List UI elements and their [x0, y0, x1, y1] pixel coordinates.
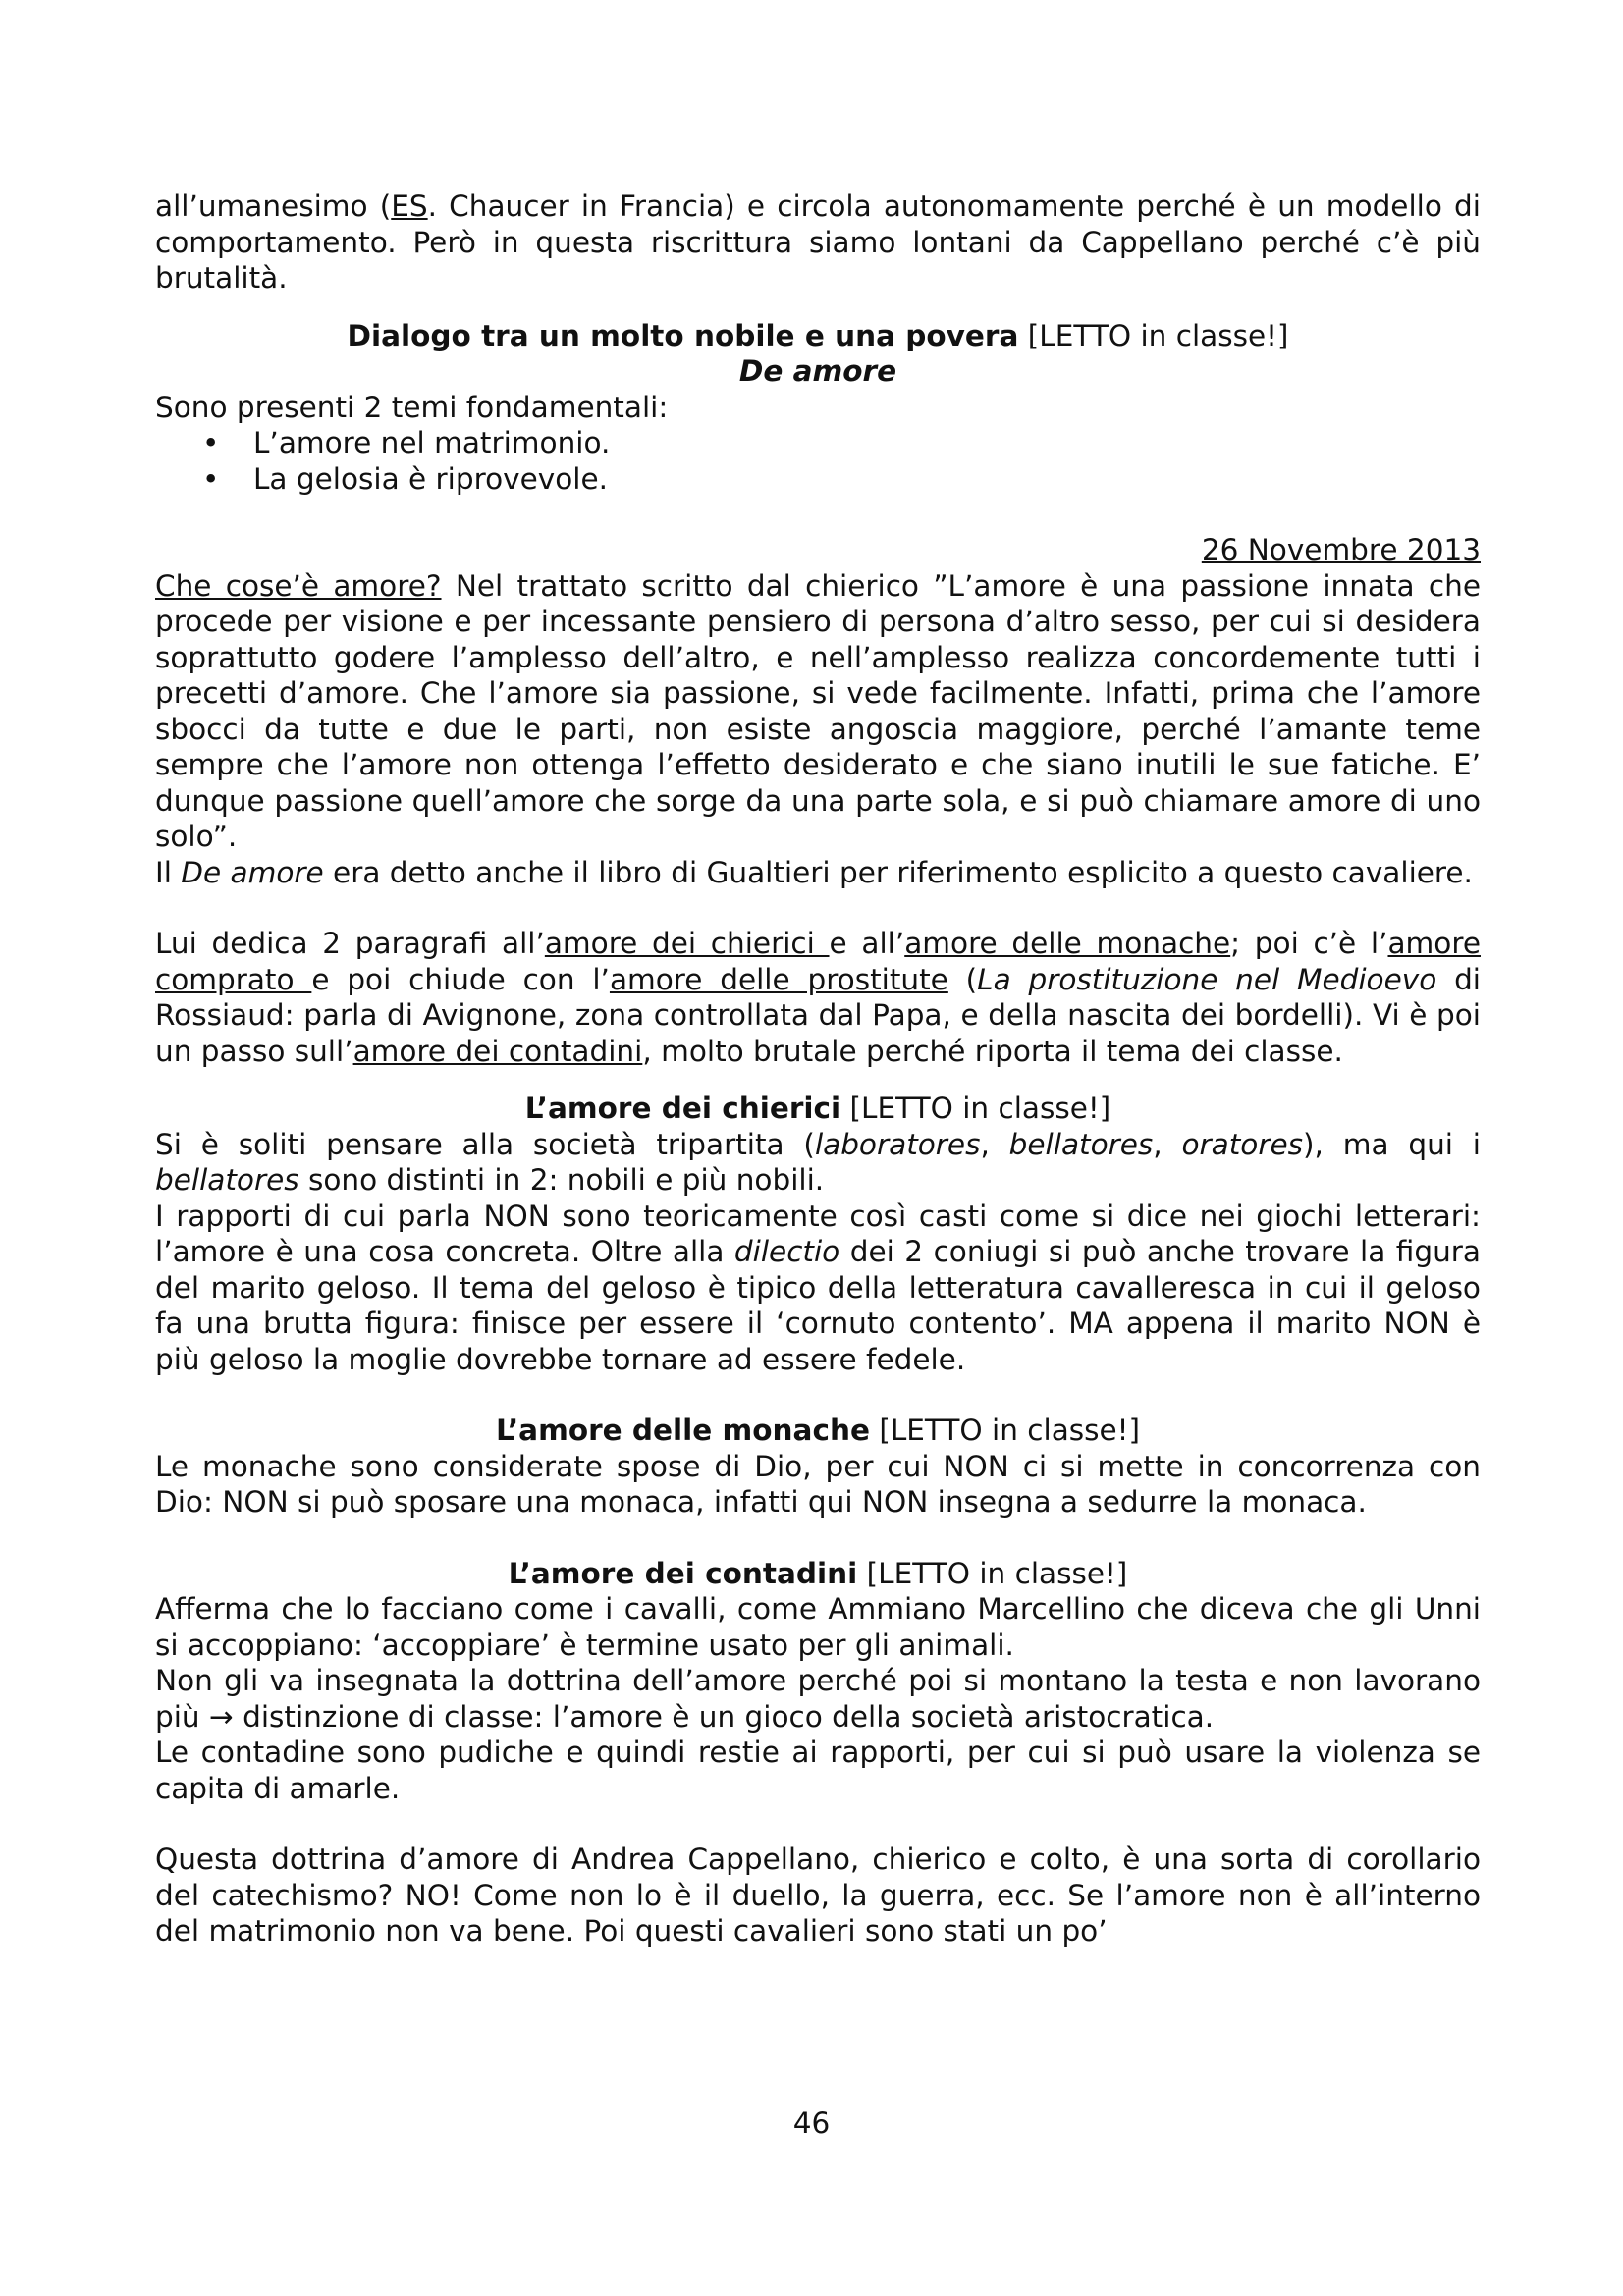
chierici-c1: , — [980, 1127, 1009, 1161]
intro-es: ES — [391, 189, 428, 223]
chierici-p2a: I rapporti di cui parla NON sono teoricamente così casti come si dice nei giochi letterari: l’amore è una cosa concreta. Oltre alla — [155, 1199, 1481, 1268]
dialogo-bullets — [155, 425, 1481, 497]
dialogo-note: [LETTO in classe!] — [1018, 318, 1289, 352]
chierici-heading — [155, 1091, 1481, 1127]
dedica-t5: ( — [947, 962, 978, 996]
dedica-u2: amore delle monache — [904, 927, 1231, 960]
document-page — [155, 188, 1481, 1949]
intro-text: all’umanesimo ( — [155, 189, 392, 223]
che-cose-question: Che cose’è amore? — [155, 568, 442, 603]
chierici-p2 — [155, 1199, 1481, 1378]
dedica-u5: amore dei contadini — [352, 1034, 643, 1068]
dialogo-heading — [155, 318, 1481, 354]
de-amore-il: Il — [155, 855, 182, 889]
term-laboratores: laboratores — [814, 1127, 981, 1161]
de-amore-text: era detto anche il libro di Gualtieri per riferimento esplicito a questo cavaliere. — [323, 855, 1473, 889]
dedica-u1: amore dei chierici — [544, 927, 830, 960]
contadini-title: L’amore dei contadini — [508, 1556, 858, 1590]
term-dilectio: dilectio — [733, 1235, 840, 1268]
lecture-date: 26 Novembre 2013 — [1201, 533, 1481, 566]
dedica-t1: Lui dedica 2 paragrafi all’ — [155, 927, 545, 960]
che-cose-text: Nel trattato scritto dal chierico ”L’amore è una passione innata che procede per visione e per incessante pensiero di persona d’altro sesso, per cui si desidera soprattutto godere l’amplesso dell’altro, e nell’amplesso realizza concordemente tutti i precetti d’amore. Che l’amore sia passione, si vede facilmente. Infatti, prima che l’amore sbocci da tutte e due le parti, non esiste angoscia maggiore, perché l’amante teme sempre che l’amore non ottenga l’effetto desiderato e che siano inutili le sue fatiche. E’ dunque passione quell’amore che sorge da una parte sola, e si può chiamare amore di uno solo”. — [155, 568, 1481, 853]
dedica-t6: di Rossiaud: parla di Avignone, zona controllata dal Papa, e della nascita dei bordelli). Vi è poi un passo sull’ — [155, 962, 1481, 1068]
contadini-heading — [155, 1556, 1481, 1592]
term-bellatores-2: bellatores — [155, 1163, 299, 1197]
dialogo-subtitle: De amore — [738, 354, 897, 388]
che-cose-paragraph — [155, 568, 1481, 855]
chierici-p1c: sono distinti in 2: nobili e più nobili. — [298, 1163, 825, 1197]
intro-text-rest: . Chaucer in Francia) e circola autonomamente perché è un modello di comportamento. Però in questa riscrittura siamo lontani da Cappellano perché c’è più brutalità. — [155, 189, 1481, 294]
monache-heading — [155, 1413, 1481, 1449]
dedica-t7: , molto brutale perché riporta il tema dei classe. — [642, 1034, 1343, 1068]
chierici-p1b: ), ma qui i — [1303, 1127, 1481, 1161]
monache-note: [LETTO in classe!] — [869, 1414, 1141, 1447]
de-amore-title: De amore — [181, 855, 324, 889]
chierici-note: [LETTO in classe!] — [840, 1092, 1111, 1125]
chierici-p1a: Si è soliti pensare alla società tripartita ( — [155, 1127, 815, 1161]
dedica-u4: amore delle prostitute — [609, 962, 948, 996]
dedica-t3: ; poi c’è l’ — [1230, 927, 1388, 960]
dialogo-title: Dialogo tra un molto nobile e una povera — [347, 318, 1019, 352]
list-item: • L’amore nel matrimonio. — [253, 425, 1481, 461]
contadini-p1: Afferma che lo facciano come i cavalli, come Ammiano Marcellino che diceva che gli Unni si accoppiano: ‘accoppiare’ è termine usato per gli animali. — [155, 1592, 1481, 1662]
chierici-c2: , — [1153, 1127, 1182, 1161]
list-item: • La gelosia è riprovevole. — [253, 461, 1481, 498]
dedica-book: La prostituzione nel Medioevo — [977, 962, 1437, 996]
chierici-p2b: dei 2 coniugi si può anche trovare la figura del marito geloso. Il tema del geloso è tipico della letteratura cavalleresca in cui il geloso fa una brutta figura: finisce per essere il ‘cornuto contento’. MA appena il marito NON è più geloso la moglie dovrebbe tornare ad essere fedele. — [155, 1235, 1481, 1376]
questa-paragraph: Questa dottrina d’amore di Andrea Cappellano, chierico e colto, è una sorta di corollario del catechismo? NO! Come non lo è il duello, la guerra, ecc. Se l’amore non è all’interno del matrimonio non va bene. Poi questi cavalieri sono stati un po’ — [155, 1842, 1481, 1948]
chierici-title: L’amore dei chierici — [524, 1092, 841, 1125]
dedica-t2: e all’ — [829, 927, 905, 960]
chierici-p1 — [155, 1127, 1481, 1199]
dialogo-lead: Sono presenti 2 temi fondamentali: — [155, 390, 669, 424]
contadini-p3: Le contadine sono pudiche e quindi restie ai rapporti, per cui si può usare la violenza se capita di amarle. — [155, 1735, 1481, 1805]
contadini-note: [LETTO in classe!] — [857, 1556, 1128, 1590]
monache-text: Le monache sono considerate spose di Dio, per cui NON ci si mette in concorrenza con Dio: NON si può sposare una monaca, infatti qui NON insegna a sedurre la monaca. — [155, 1449, 1481, 1519]
monache-title: L’amore delle monache — [495, 1414, 870, 1447]
term-bellatores: bellatores — [1008, 1127, 1154, 1161]
contadini-p2: Non gli va insegnata la dottrina dell’amore perché poi si montano la testa e non lavorano più → distinzione di classe: l’amore è un gioco della società aristocratica. — [155, 1664, 1481, 1734]
de-amore-paragraph — [155, 855, 1481, 891]
dedica-t4: e poi chiude con l’ — [311, 962, 610, 996]
dedica-u3: amore comprato — [155, 927, 1481, 996]
term-oratores: oratores — [1181, 1127, 1304, 1161]
intro-paragraph — [155, 188, 1481, 296]
page-number: 46 — [792, 2107, 831, 2140]
dedica-paragraph — [155, 926, 1481, 1069]
